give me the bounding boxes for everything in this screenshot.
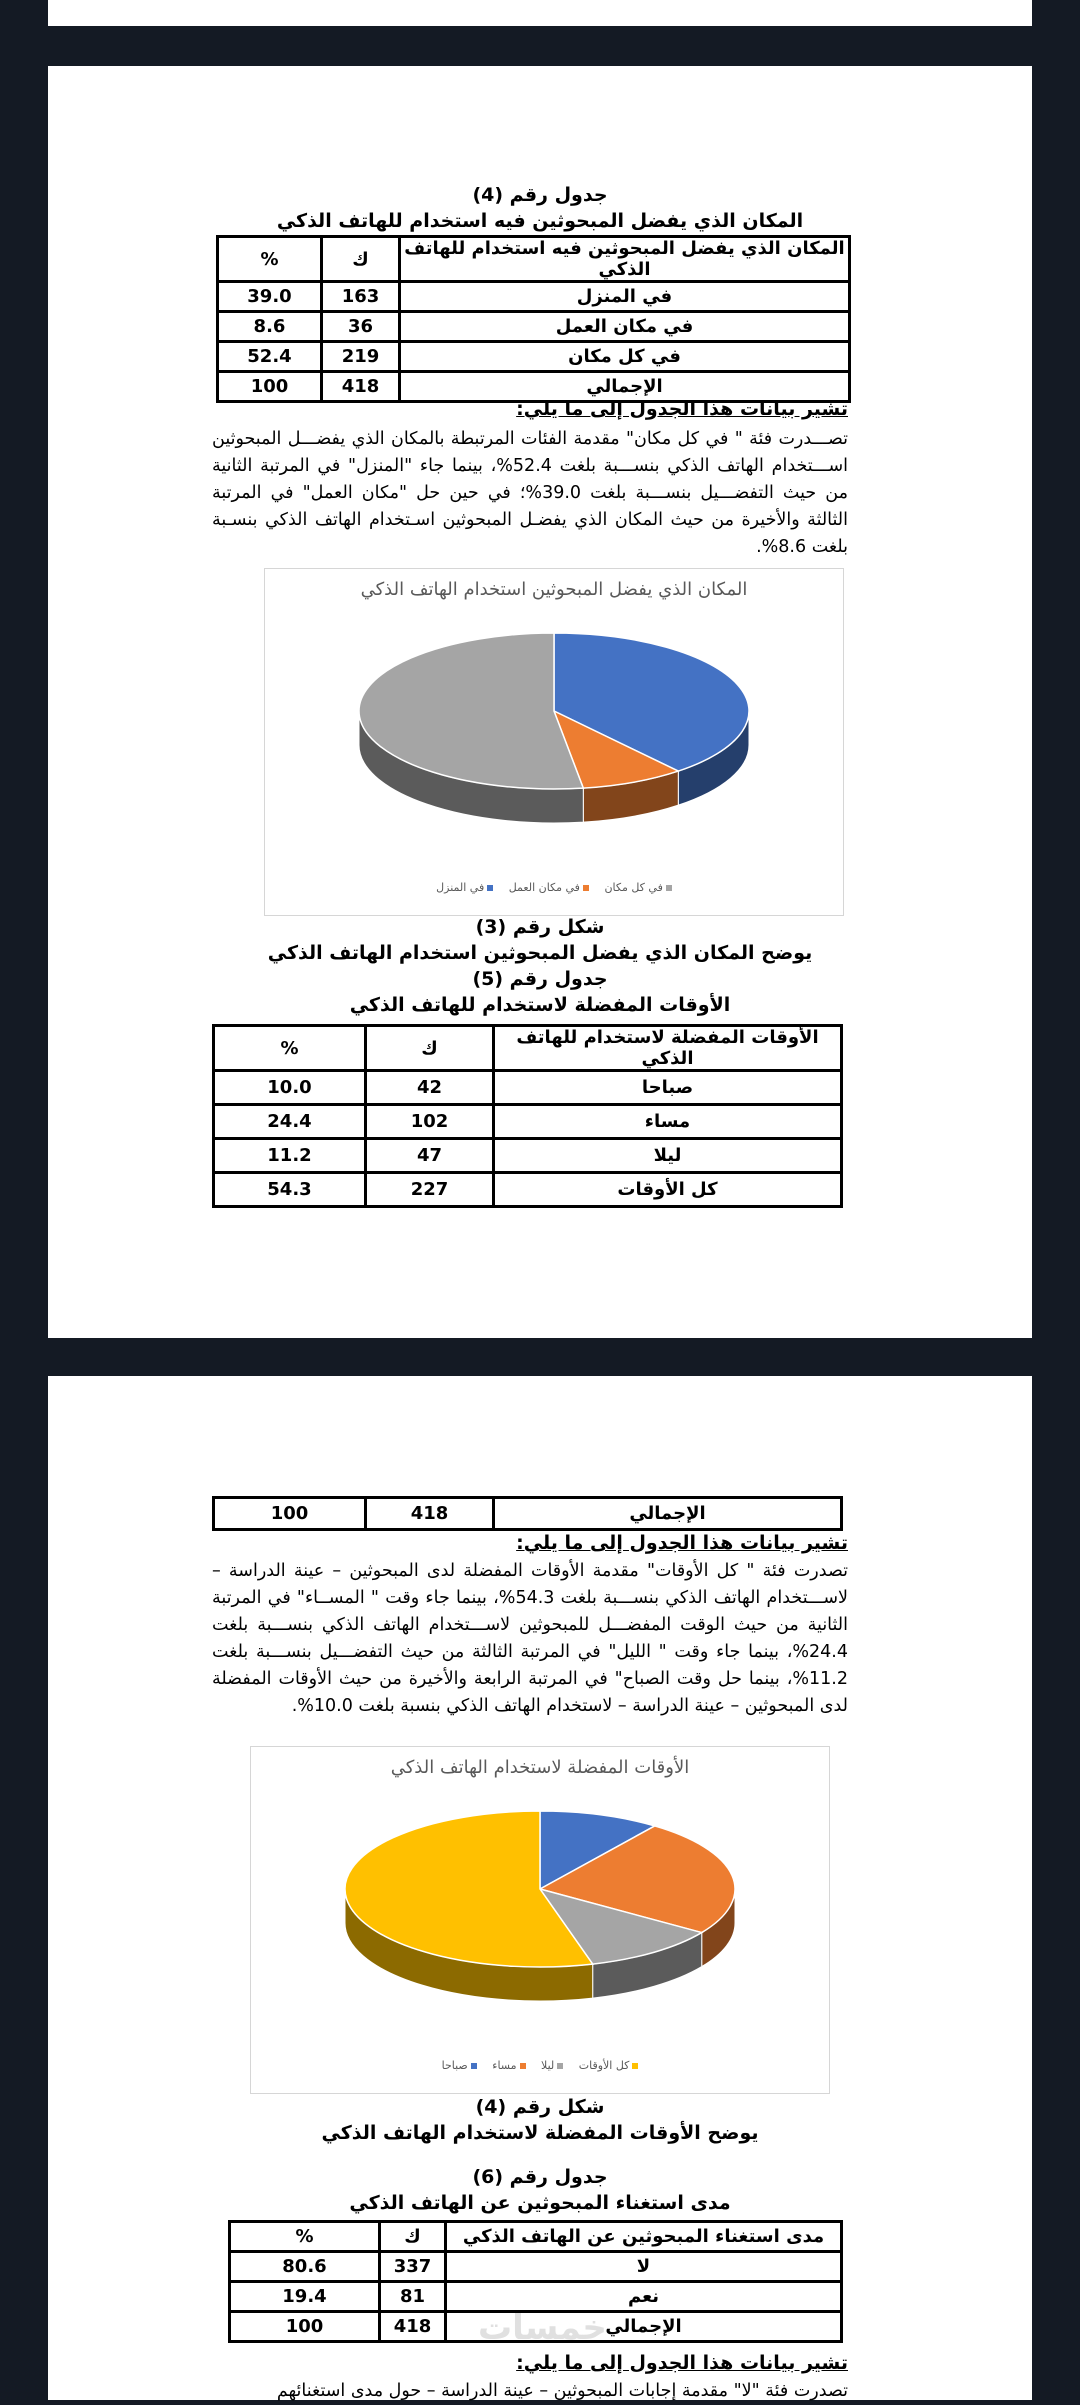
- chart4-subtitle: يوضح الأوقات المفضلة لاستخدام الهاتف الذكي: [321, 2122, 759, 2144]
- table6-cell: نعم: [446, 2282, 842, 2312]
- table-row: [214, 1071, 842, 1105]
- table5-total-cell: 100: [214, 1498, 366, 1530]
- chart4-caption: شكل رقم (4): [475, 2096, 605, 2118]
- table4-note-heading: تشير بيانات هذا الجدول إلى ما يلي:: [516, 398, 848, 420]
- legend-item: في مكان العمل: [509, 881, 589, 894]
- table-row: [218, 372, 850, 402]
- table6-cell: 80.6: [230, 2252, 380, 2282]
- table5-total: [212, 1496, 843, 1531]
- document-page-2: [48, 1376, 1032, 2400]
- table5-cell: 24.4: [214, 1105, 366, 1139]
- table4-header-place: المكان الذي يفضل المبحوثين فيه استخدام للهاتف الذكي: [400, 237, 850, 282]
- table6-header-count: ك: [380, 2222, 446, 2252]
- table4-cell: 219: [322, 342, 400, 372]
- table6-cell: 337: [380, 2252, 446, 2282]
- table6-cell: 81: [380, 2282, 446, 2312]
- table4-cell: في كل مكان: [400, 342, 850, 372]
- table6-cell: لا: [446, 2252, 842, 2282]
- table-row: [214, 1498, 842, 1530]
- table4-cell: 100: [218, 372, 322, 402]
- table-row: [214, 1139, 842, 1173]
- table4-caption: جدول رقم (4): [472, 184, 608, 206]
- table5-header-count: ك: [366, 1026, 494, 1071]
- table5-total-cell: الإجمالي: [494, 1498, 842, 1530]
- table4-cell: 8.6: [218, 312, 322, 342]
- table5-cell: 54.3: [214, 1173, 366, 1207]
- table6-title: مدى استغناء المبحوثين عن الهاتف الذكي: [349, 2192, 731, 2214]
- table5-caption: جدول رقم (5): [472, 968, 608, 990]
- chart3-pie: [265, 569, 843, 915]
- chart3-box: [264, 568, 844, 916]
- table5-analysis-paragraph: تصدرت فئة " كل الأوقات" مقدمة الأوقات المفضلة لدى المبحوثين – عينة الدراسة – لاســـتخدام الهاتف الذكي بنســـبة بلغت 54.3%، بينما جاء وقت " المســاء" في المرتبة الثانية من حيث الوقت المفضـــل للمبحوثين لاســـتخدام الهاتف الذكي بنســـبة بلغت 24.4%، بينما جاء وقت " الليل" في المرتبة الثالثة من حيث التفضـــيل بنســـبة بلغت 11.2%، بينما حل وقت الصباح" في المرتبة الرابعة والأخيرة من حيث الأوقات المفضلة لدى المبحوثين – عينة الدراسة – لاستخدام الهاتف الذكي بنسبة بلغت 10.0%.: [212, 1561, 849, 1716]
- table5-cell: ليلا: [494, 1139, 842, 1173]
- table6-header-dispense: مدى استغناء المبحوثين عن الهاتف الذكي: [446, 2222, 842, 2252]
- table4-cell: في المنزل: [400, 282, 850, 312]
- table4-cell: في مكان العمل: [400, 312, 850, 342]
- chart4-title: الأوقات المفضلة لاستخدام الهاتف الذكي: [390, 1757, 690, 1778]
- table5-header-time: الأوقات المفضلة لاستخدام للهاتف الذكي: [494, 1026, 842, 1071]
- table6-cell: 418: [380, 2312, 446, 2342]
- table5-cell: 47: [366, 1139, 494, 1173]
- table5-cell: صباحا: [494, 1071, 842, 1105]
- chart3-caption: شكل رقم (3): [475, 916, 605, 938]
- table4: [216, 235, 851, 403]
- table6-cell: الإجمالي: [446, 2312, 842, 2342]
- legend-item: مساء: [492, 2059, 525, 2072]
- table-row: [230, 2282, 842, 2312]
- table4-cell: 418: [322, 372, 400, 402]
- legend-item: كل الأوقات: [579, 2059, 639, 2072]
- legend-item: ليلا: [541, 2059, 563, 2072]
- previous-page-bottom: [48, 0, 1032, 26]
- table4-title: المكان الذي يفضل المبحوثين فيه استخدام للهاتف الذكي: [276, 210, 804, 232]
- table5-total-cell: 418: [366, 1498, 494, 1530]
- table5-cell: 11.2: [214, 1139, 366, 1173]
- table4-header-count: ك: [322, 237, 400, 282]
- table6-caption: جدول رقم (6): [472, 2166, 608, 2188]
- table4-cell: 163: [322, 282, 400, 312]
- table4-cell: 39.0: [218, 282, 322, 312]
- table-row: [218, 312, 850, 342]
- table-row: [214, 1105, 842, 1139]
- table5: [212, 1024, 843, 1208]
- chart4-pie: [251, 1747, 829, 2093]
- table4-cell: 52.4: [218, 342, 322, 372]
- table5-cell: 10.0: [214, 1071, 366, 1105]
- table5-cell: كل الأوقات: [494, 1173, 842, 1207]
- table4-cell: 36: [322, 312, 400, 342]
- table5-header-percent: %: [214, 1026, 366, 1071]
- table5-note-heading: تشير بيانات هذا الجدول إلى ما يلي:: [516, 1532, 848, 1554]
- chart3-legend: [265, 881, 843, 894]
- table-row: [214, 1173, 842, 1207]
- table6-header-percent: %: [230, 2222, 380, 2252]
- table5-title: الأوقات المفضلة لاستخدام للهاتف الذكي: [349, 994, 731, 1016]
- legend-item: صباحا: [442, 2059, 477, 2072]
- table6-cell: 100: [230, 2312, 380, 2342]
- table5-cell: 102: [366, 1105, 494, 1139]
- chart3-subtitle: يوضح المكان الذي يفضل المبحوثين استخدام الهاتف الذكي: [267, 942, 813, 964]
- table4-cell: الإجمالي: [400, 372, 850, 402]
- table-row: [218, 342, 850, 372]
- table5-cell: 227: [366, 1173, 494, 1207]
- document-page-1: [48, 66, 1032, 1338]
- table6-note-heading: تشير بيانات هذا الجدول إلى ما يلي:: [516, 2352, 848, 2374]
- chart4-legend: [251, 2059, 829, 2072]
- table5-cell: 42: [366, 1071, 494, 1105]
- table4-header-percent: %: [218, 237, 322, 282]
- table4-analysis-paragraph: تصـــدرت فئة " في كل مكان" مقدمة الفئات المرتبطة بالمكان الذي يفضـــل المبحوثين اســـتخدام الهاتف الذكي بنســـبة بلغت 52.4%، بينما جاء "المنزل" في المرتبة الثانية من حيث التفضـــيل بنســـبة بلغت 39.0%؛ في حين حل "مكان العمل" في المرتبة الثالثة والأخيرة من حيث المكان الذي يفضـل المبحوثين اسـتخدام الهاتف الذكي بنسـبة بلغت 8.6%.: [212, 429, 848, 557]
- legend-item: في المنزل: [436, 881, 493, 894]
- chart3-title: المكان الذي يفضل المبحوثين استخدام الهاتف الذكي: [360, 579, 748, 600]
- watermark: خمسات: [478, 2308, 607, 2348]
- chart4-box: [250, 1746, 830, 2094]
- legend-item: في كل مكان: [604, 881, 671, 894]
- table6-cell: 19.4: [230, 2282, 380, 2312]
- table6-analysis-paragraph: تصدرت فئة "لا" مقدمة إجابات المبحوثين – عينة الدراسة – حول مدى استغنائهم: [276, 2381, 848, 2401]
- table5-cell: مساء: [494, 1105, 842, 1139]
- table-row: [230, 2252, 842, 2282]
- table-row: [218, 282, 850, 312]
